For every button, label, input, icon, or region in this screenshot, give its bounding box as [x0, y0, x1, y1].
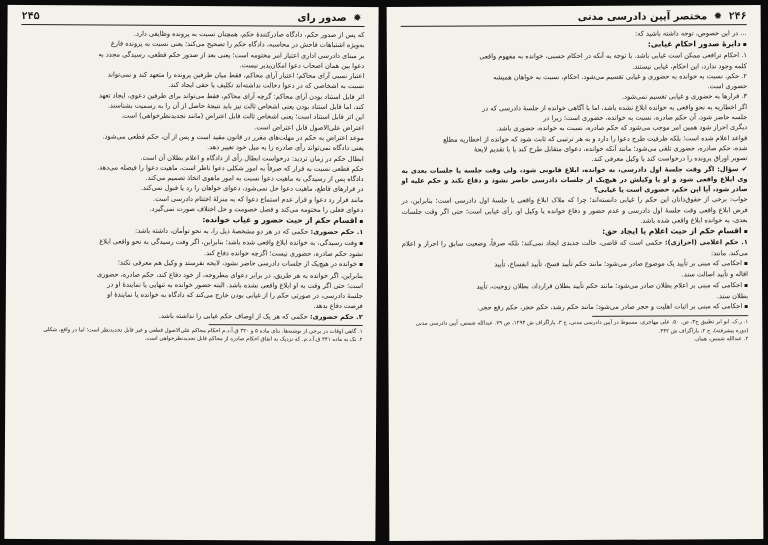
paragraph-line: شده، حکم صادره، حضوری تلقی می‌شود؛ مانند آنکه خوانده، دعوای متقابل طرح کند یا با تقدیم لایحهٔ — [473, 144, 748, 154]
item-title: ۱. حکم اعلامی (احرازی): — [664, 238, 748, 247]
bullet-line: نشود حکم صادره، حضوری نیست؛ اگرچه خوانده دفاع کند. — [204, 249, 364, 258]
footnote: (دوره پیشرفته)، ج ۲، پاراگراف ش ۴۴۲. — [658, 327, 749, 335]
right-page-header — [401, 11, 747, 27]
star-icon: ✹ — [713, 11, 723, 23]
paragraph-line: ابطال حکم در زمان تردید: درخواست ابطال رأی از دادگاه و اعلام بطلان آن است. — [140, 153, 364, 163]
footnote: ۱. ر.ک. ابو ابر تطبیق ج۳، ص. ۵۰. علی مهاجری، مسبوط در آیین دادرسی مدنی، ج ۳، پاراگراف ش ۱۲۹۴، ص ۷۹. عبدالله شمس، آیین دادرسی مدنی — [415, 319, 749, 328]
right-body — [401, 28, 748, 314]
numbered-line: ۳. قرارها به حضوری و غیابی تقسیم نمی‌شود. — [622, 92, 748, 102]
paragraph-line: کند، اما قابل استناد بودن یعنی اشخاص ثالث نیز باید نتیجهٔ حاصل از آن را به رسمیت بشناسند. — [107, 101, 365, 112]
bullet-line: ▪ احکامی که مبنی بر اعلام بطلان صادر می‌شود؛ مانند حکم تأیید بطلان قرارداد، بطلان زوجیت، تأیید — [402, 280, 748, 293]
footnote: ۱. گاهی اوقات در برخی از نوشته‌ها، بنای ماده ۵ و ۳۲۰ ق.آ.د.م احکام محاکم علی‌الاصول قطعی و غیر قابل تجدیدنظر است؛ اما در واقع، شکلی — [43, 327, 363, 336]
item-title: ۱. حکم حضوری: — [310, 228, 364, 237]
bullet-line: بطلان سند. — [716, 291, 749, 301]
paragraph-line: تصویر اوراق پرونده را درخواست کند یا وکیل معرفی کند. — [591, 154, 748, 164]
paragraph-line: که پس از صدور حکم، دادگاه صادرکنندهٔ حکم، همچنان نسبت به پرونده وظایفی دارد. — [133, 29, 365, 40]
bullet-line: بنابراین، اگر خوانده به هر طریق، در برابر دعوای مطروحه، از خود دفاع کند، حکم صادره، حضوری — [96, 269, 364, 280]
section-heading: ▪ اقسام حکم از حیث اعلام یا ایجاد حق: — [402, 225, 748, 239]
paragraph-line: در قرارهای قاطع، ماهیت دعوا حل نمی‌شود، دعوای خواهان را رد یا قبول نمی‌کند. — [140, 184, 364, 194]
paragraph-line: موعد اعتراض به حکم در مهلت‌های مقرر در قانون مقید است و پس از آن، حکم قطعی می‌شود. — [102, 132, 364, 143]
bullet-line: ▪ وقت رسیدگی، به خوانده ابلاغ واقعی شده باشد؛ بنابراین، اگر وقت رسیدگی به نحو واقعی ابلاغ — [20, 236, 363, 249]
paragraph-line: دیگری احراز شود همین امر موجب می‌شود که حکم صادره، نسبت به خوانده، حضوری باشد. — [496, 123, 748, 133]
footnote: ۲. نک به ماده ۳۴۱ ق.آ.د.م. که نزدیک به اتفاق احکام صادره از محاکم قابل تجدیدنظرخواهی است. — [144, 335, 363, 344]
section-heading: ▪ اقسام حکم از حیث حضور و غیاب خوانده: — [20, 213, 363, 227]
left-page-number: ۲۴۵ — [21, 10, 40, 23]
item-text: حکمی که در هر دو مشخصهٔ ذیل را، به نحو توأمان، داشته باشد: — [134, 226, 309, 237]
footnote: ۲. عبدالله شمس، همان. — [693, 335, 749, 343]
numbered-line: کلمه وجود ندارد، این احکام، غیابی نیستند. — [632, 61, 747, 71]
footnote-divider — [593, 316, 749, 318]
numbered-line: ۱. احکام ترافعی ممکن است غیابی باشد. با توجه به آنکه در احکام حسبی، خوانده به مفهوم واقعی — [479, 51, 747, 61]
left-page — [4, 5, 378, 541]
paragraph-line: اعتراض علی‌الاصول قابل اعتراض است. — [254, 123, 364, 132]
numbered-line: ۲. حکم، نسبت به خوانده به حضوری و غیابی تقسیم می‌شود. احکام، نسبت به خواهان همیشه — [493, 71, 747, 82]
right-header-title: ۲۴۶ ✹ مختصر آیین دادرسی مدنی — [577, 11, 747, 23]
paragraph-line: جلسه حاضر شود، آن حکم صادره، نسبت به خوانده، حضوری است؛ زیرا در — [543, 113, 748, 123]
paragraph-line: این اثر قابل استناد است؛ یعنی اشخاص ثالث قابل اعتراض (مانند تجدیدنظرخواهی) است. — [121, 111, 364, 122]
bullet-line: است؛ حتی اگر وقت به او ابلاغ واقعی نشده باشد. البته حضور خوانده به تنهایی یا نمایندهٔ او در — [107, 280, 363, 290]
answer-text: جواب: برخی از حقوق‌دانان این حکم را غیابی دانسته‌اند؛ چرا که ملاک ابلاغ واقعی یا جلسهٔ اول دادرسی است؛ بنابراین، در فرض ابلاغ واقعی وقت جلسهٔ اول دادرسی و عدم حضور و دفاع خوانده یا وکیل او، رأی غیابی است؛ حتی اگر وقت جلسات بعدی، به خوانده ابلاغ واقعی شده باشد. — [401, 195, 748, 225]
paragraph-line: حکم قطعی نسبت به قرار که صرفاً به امور شکلی دعوا ناظر است، ماهیت دعوا را فیصله می‌دهد. — [97, 163, 364, 173]
paragraph-line: دعوای فعلی را مختومه می‌کند و فصل خصومت و حل اختلاف صورت نمی‌گیرد. — [149, 204, 364, 215]
left-body — [20, 28, 365, 322]
numbered-line: حضوری است. — [707, 82, 748, 91]
paragraph-line: به‌ویژه اشتباهات فاحش در محاسبه، دادگاه حکم را تصحیح می‌کند؛ یعنی نسبت به پرونده فارغ — [110, 39, 365, 50]
paragraph-line: اعتبار نسبی آرای محاکم؛ اعتبار آرای محاکم، فقط میان طرفین پرونده را متعهد کند و نمی‌تواند — [107, 70, 365, 81]
paragraph-line: یعنی دادگاه نمی‌تواند رأی صادره را به میل خود تغییر دهد. — [207, 143, 364, 153]
bullet-line: جلسهٔ دادرسی، در صورتی حکم را از غیابی بودن خارج می‌کند که دادگاه به خوانده یا نمایندهٔ او — [107, 290, 363, 301]
bullet-line: ▪ احکامی که مبنی بر تأیید یک موضوع صادر می‌شود؛ مانند حکم تأیید فسخ، تأیید انفساخ، تأیید — [402, 258, 748, 271]
paragraph-line: اثر قابل استناد بودن آرای محاکم: گرچه آرای محاکم، فقط می‌تواند برای طرفین دعوی، ایجاد تعهد — [98, 91, 365, 101]
paragraph-line: قواعد اعلام شده است؛ بلکه ظرفیت طرح دعوا را دارد و به هر ترتیبی که ثابت شود که خوانده از اخطاریه مطلع — [443, 133, 748, 144]
bullet-line: ▪ خوانده در هیچ‌یک از جلسات دادرسی حاضر نشود، لایحه نفرستد و وکیل هم معرفی نکند؛ — [20, 257, 363, 270]
item-title: ۲. حکم حضوری: — [309, 312, 363, 321]
bullet-line: اقاله و تأیید اصالت سند. — [681, 270, 749, 279]
star-icon: ✹ — [353, 12, 362, 25]
footnote-divider — [208, 324, 362, 326]
paragraph-line: مانند قرار رد دعوا و قرار عدم استماع دعوا که به منزلهٔ اختتام دادرسی است. — [152, 194, 364, 204]
bullet-line: فرصت دفاع بدهد. — [313, 302, 363, 311]
paragraph-line: نسبت به اشخاصی که در دعوا دخالت نداشته‌اند تکلیف یا حقی ایجاد کند. — [168, 81, 365, 91]
intro-line: … در این خصوص، توجه داشته باشید که: — [634, 29, 747, 38]
item-text: حکمی است که قاضی، حالت جدیدی ایجاد نمی‌کند؛ بلکه صرفاً، وضعیت سابق را احراز و اعلام می‌کند. مانند: — [401, 238, 748, 257]
paragraph-line: دعوا بین همان اصحاب دعوا امکان‌پذیر نیست. — [239, 61, 365, 70]
left-header-title: ✹ صدور رای — [297, 12, 362, 25]
paragraph-line: اگر اخطاریه به نحو واقعی به خوانده ابلاغ نشده باشد، اما با آگاهی خوانده از جلسهٔ دادرسی که در — [481, 102, 748, 113]
item-text: حکمی که هر یک از اوصاف حکم غیابی را نداشته باشد. — [158, 311, 308, 321]
right-page-number: ۲۴۶ — [728, 11, 747, 23]
section-heading: ▪ دایرهٔ صدور احکام غیابی: — [401, 38, 747, 52]
paragraph-line: دادگاه پس از رسیدگی به ماهیت دعوا نسبت به امور ماهوی اتخاذ تصمیم می‌کند. — [145, 173, 364, 184]
left-page-header — [22, 11, 365, 27]
paragraph-line: بر مبنای دادرسی اداری اعتبار امر مختومه است؛ یعنی بعد از صدور حکم قطعی، رسیدگی مجدد به — [98, 50, 365, 60]
bullet-line: ▪ احکامی که مبنی بر اثبات اهلیت و حجر صادر می‌شود؛ مانند حکم رشد، حکم حجر، حکم رفع حجر. — [402, 301, 748, 314]
question-text: ✔ سؤال: اگر وقت جلسهٔ اول دادرسی، به خوانده، ابلاغ قانونی شود، ولی وقت جلسه یا جلسات بعدی به وی ابلاغ واقعی شود و او یا وکیلش در هیچ‌یک از جلسات دادرسی حاضر نشود و دفاع نکند و حکم علیه او صادر شود، آیا این حکم، حضوری است یا غیابی؟ — [401, 164, 747, 197]
right-page — [387, 5, 764, 541]
